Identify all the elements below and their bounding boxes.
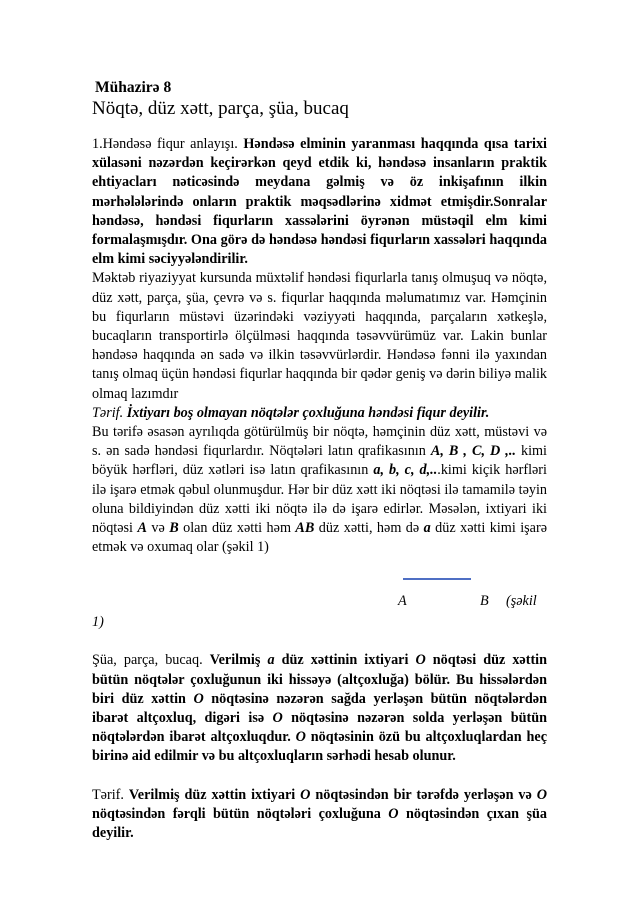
definition-ray (92, 786, 547, 844)
point-b-label: B (480, 593, 489, 610)
italic-run: a (267, 652, 275, 669)
figure-caption-number: 1) (92, 614, 104, 631)
spacer (92, 632, 547, 651)
text-run: düz xətti, həm də (314, 520, 424, 537)
italic-run: a (423, 520, 431, 537)
italic-run: a, b, c, d,.. (373, 462, 438, 479)
point-a-label: A (398, 593, 407, 610)
definition-geometric-figure (92, 404, 547, 423)
text-run: Verilmiş (209, 652, 268, 669)
document-page (92, 78, 547, 843)
figure-caption: (şəkil (506, 593, 537, 610)
text-run: Bu tərifə əsasən ayrılıqda götürülmüş bir nöqtə, həmçinin düz xətt, müstəvi və s. ən sadə həndəsi fiqurlardır. Nöqtələri latın qrafikasının (92, 424, 547, 460)
paragraph-school-course: Məktəb riyaziyyat kursunda müxtəlif həndəsi fiqurlarla tanış olmuşuq və nöqtə, düz xətt, parça, şüa, çevrə və s. fiqurlar haqqında məlumatımız var. Həmçinin bu fiqurların müstəvi üzərindəki vəziyyəti haqqında, parçaların xətkeşlə, bucaqların transportirlə ölçülməsi haqqında təsəvvürümüz var. Lakin bunlar həndəsə haqqında ən sadə və ilkin təsəvvürlərdir. Həndəsə fənni ilə yaxından tanış olmaq üçün həndəsi fiqurlar haqqında bir qədər geniş və dərin biliyə malik olmaq lazımdır (92, 270, 547, 402)
text-run: düz xətti kimi işarə etmək və oxumaq olar (şəkil 1) (92, 520, 547, 556)
text-run: nöqtəsinin özü bu altçoxluqlardan heç birinə aid edilmir və bu altçoxluqların sərhədi hesab olunur. (92, 729, 547, 765)
text-run: olan düz xətti həm (178, 520, 296, 537)
definition-text: İxtiyarı boş olmayan nöqtələr çoxluğuna həndəsi fiqur deyilir. (126, 404, 490, 421)
italic-run: O (415, 652, 426, 669)
text-run: .kimi kiçik hərfləri ilə işarə etmək qəbul olunmuşdur. Hər bir düz xətt iki nöqtəsi ilə tamamilə təyin oluna bildiyindən düz xətti iki nöqtə ilə də işarə edirlər. Məsələn, ixtiyari iki nöqtəsi (92, 462, 547, 537)
section-heading-ray: Şüa, parça, bucaq. (92, 652, 210, 669)
definition-label: Tərif. (92, 786, 129, 803)
paragraph-notation (92, 423, 547, 557)
italic-run: O (536, 786, 547, 803)
italic-run: O (193, 690, 204, 707)
spacer (92, 767, 547, 786)
italic-run: O (300, 786, 311, 803)
italic-run: O (272, 710, 283, 727)
text-run: nöqtəsinə nəzərən solda yerləşən bütün nöqtələrdən ibarət altçoxluqdur. (92, 710, 547, 746)
line-ab (403, 578, 471, 580)
section-heading-figure-concept: 1.Həndəsə fiqur anlayışı. (92, 136, 244, 152)
text-run: nöqtəsinə nəzərən sağda yerləşən bütün nöqtələrdən ibarət altçoxluq, digəri isə (92, 690, 547, 727)
definition-label: Tərif. (92, 404, 127, 421)
text-run: Verilmiş düz xəttin ixtiyari (128, 786, 301, 803)
text-run: nöqtəsi düz xəttin bütün nöqtələr çoxluğunun iki hissəyə (altçoxluğa) bölür. Bu hissələrdən biri düz xəttin (92, 652, 548, 707)
italic-run: A, B , C, D ,.. (430, 443, 516, 460)
paragraph-ray-segment-angle (92, 651, 547, 766)
text-run: kimi böyük hərfləri, düz xətləri isə latın qrafikasının (92, 443, 547, 479)
paragraph-text: Həndəsə elminin yaranması haqqında qısa tarixi xülasəni nəzərdən keçirərkən qeyd etdik ki, həndəsə insanların praktik ehtiyacları nəticəsində meydana gəlmiş və öz inkişafının ilkin mərhələlərində onların praktik məqsədlərinə xidmət etmişdir.Sonralar həndəsə, həndəsi fiqurların xassələrini öyrənən müstəqil elm kimi formalaşmışdır. Ona görə də həndəsə həndəsi fiqurların xassələri haqqında elm kimi səciyyələndirilir. (92, 136, 547, 268)
text-run: və (146, 520, 170, 537)
paragraph-geometric-figure-concept (92, 135, 547, 269)
italic-run: A (137, 520, 147, 537)
italic-run: AB (295, 520, 315, 537)
text-run: düz xəttinin ixtiyari (274, 652, 416, 669)
spacer (92, 557, 547, 576)
figure-1 (92, 576, 547, 616)
italic-run: O (388, 805, 399, 822)
text-run: nöqtəsindən çıxan şüa deyilir. (92, 805, 548, 842)
italic-run: B (169, 520, 179, 537)
text-run: nöqtəsindən bir tərəfdə yerləşən və (310, 786, 537, 803)
text-run: nöqtəsindən fərqli bütün nöqtələri çoxluğuna (92, 805, 389, 822)
italic-run: O (295, 729, 306, 746)
lecture-label: Mühazirə 8 (95, 79, 172, 96)
page-title: Nöqtə, düz xətt, parça, şüa, bucaq (92, 98, 349, 119)
